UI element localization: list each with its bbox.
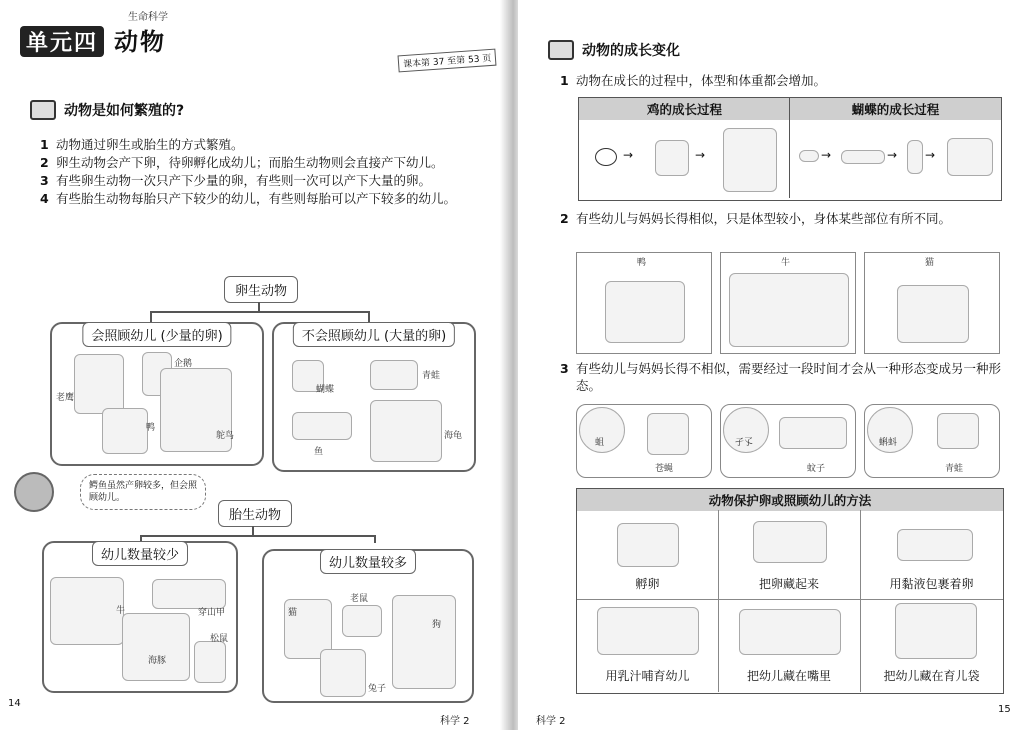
viviparous-badge: 胎生动物 [218,500,292,527]
section-title: 动物的成长变化 [582,43,680,59]
butterfly-illustration [947,138,993,176]
panel-title: 幼儿数量较多 [320,549,416,574]
series-label: 生命科学 [128,12,168,23]
page-number: 15 [998,704,1011,715]
care-method-label: 用乳汁哺育幼儿 [605,669,690,683]
list-item: 2 卵生动物会产下卵，待卵孵化成幼儿；而胎生动物则会直接产下幼儿。 [40,155,444,170]
unit-label: 单元四 [20,26,104,57]
growth-point-1: 1 动物在成长的过程中，体型和体重都会增加。 [560,73,827,88]
pupa-illustration [907,140,923,174]
list-item: 4 有些胎生动物每胎只产下较少的幼儿，有些则每胎可以产下较多的幼儿。 [40,191,457,206]
dolphin-illustration [122,613,190,681]
page-number: 14 [8,698,21,709]
dog-illustration [392,595,456,689]
frog-illustration [937,413,979,449]
section-heading-growth [548,40,680,60]
left-page [0,0,506,730]
kangaroo-illustration [895,603,977,659]
care-method-label: 用黏液包裹着卵 [889,577,974,591]
mosquito-illustration [779,417,847,449]
section-heading-reproduction [30,100,184,120]
cow-family-illustration [729,273,849,347]
care-method-label: 把幼儿藏在嘴里 [746,669,831,683]
cat-family-illustration [897,285,969,343]
unit-title [20,22,166,57]
eagle-illustration [74,354,124,414]
mascot-icon [14,472,54,512]
fly-illustration [647,413,689,455]
list-item: 3 有些卵生动物一次只产下少量的卵，有些则一次可以产下大量的卵。 [40,173,432,188]
care-method-label: 把幼儿藏在育儿袋 [883,669,980,683]
turtle-illustration [370,400,442,462]
fish-illustration [292,412,352,440]
squirrel-illustration [194,641,226,683]
hen-nesting-illustration [617,523,679,567]
textbook-reference: 课本第 37 至第 53 页 [398,49,497,73]
caterpillar-illustration [841,150,885,164]
butterfly-egg-illustration [799,150,819,162]
rabbit-illustration [320,649,366,697]
growth-point-3: 3 有些幼儿与妈妈长得不相似，需要经过一段时间才会从一种形态变成另一种形态。 [560,361,1002,393]
metamorphosis-mosquito-cell: 孑孓 蚊子 [720,404,856,478]
footer-label: 科学 2 [440,716,470,727]
computer-icon [548,40,574,60]
growth-process-table: 鸡的成长过程 蝴蝶的成长过程 → → → → → [578,97,1002,201]
cow-illustration [50,577,124,645]
mucus-eggs-illustration [897,529,973,561]
table-header: 鸡的成长过程 [646,102,722,117]
care-panel: 会照顾幼儿 (少量的卵) 老鹰 企鹅 鸭 鸵鸟 [50,322,264,466]
computer-icon [30,100,56,120]
similar-cat-cell: 猫 [864,252,1000,354]
growth-point-2: 2 有些幼儿与妈妈长得相似，只是体型较小，身体某些部位有所不同。 [560,211,952,226]
metamorphosis-fly-cell: 蛆 苍蝇 [576,404,712,478]
tiger-nursing-illustration [597,607,699,655]
similar-duck-cell: 鸭 [576,252,712,354]
section-title: 动物是如何繁殖的? [64,103,185,119]
similar-cow-cell: 牛 [720,252,856,354]
footer-label: 科学 2 [536,716,566,727]
many-young-panel: 幼儿数量较多 猫 老鼠 狗 兔子 [262,549,474,703]
tip-bubble: 鳄鱼虽然产卵较多，但会照顾幼儿。 [80,474,206,510]
panel-title: 幼儿数量较少 [92,541,188,566]
duck-illustration [102,408,148,454]
reproduction-points [40,136,480,208]
chick-illustration [655,140,689,176]
frog-illustration [370,360,418,390]
panel-title: 会照顾幼儿 (少量的卵) [82,322,231,347]
insect-hiding-eggs-illustration [753,521,827,563]
oviparous-badge: 卵生动物 [224,276,298,303]
metamorphosis-frog-cell: 蝌蚪 青蛙 [864,404,1000,478]
duck-family-illustration [605,281,685,343]
right-page [518,0,1024,730]
rooster-illustration [723,128,777,192]
care-methods-table [576,488,1004,694]
care-method-label: 把卵藏起来 [758,577,819,591]
mouse-illustration [342,605,382,637]
table-title: 动物保护卵或照顾幼儿的方法 [708,493,872,508]
egg-illustration [595,148,617,166]
care-method-label: 孵卵 [635,577,660,591]
panel-title: 不会照顾幼儿 (大量的卵) [293,322,455,347]
crocodile-illustration [739,609,841,655]
nocare-panel: 不会照顾幼儿 (大量的卵) 蝴蝶 青蛙 鱼 海龟 [272,322,476,472]
list-item: 1 动物通过卵生或胎生的方式繁殖。 [40,137,244,152]
unit-name: 动物 [114,28,167,56]
few-young-panel: 幼儿数量较少 牛 穿山甲 海豚 松鼠 [42,541,238,693]
table-header: 蝴蝶的成长过程 [851,102,940,117]
